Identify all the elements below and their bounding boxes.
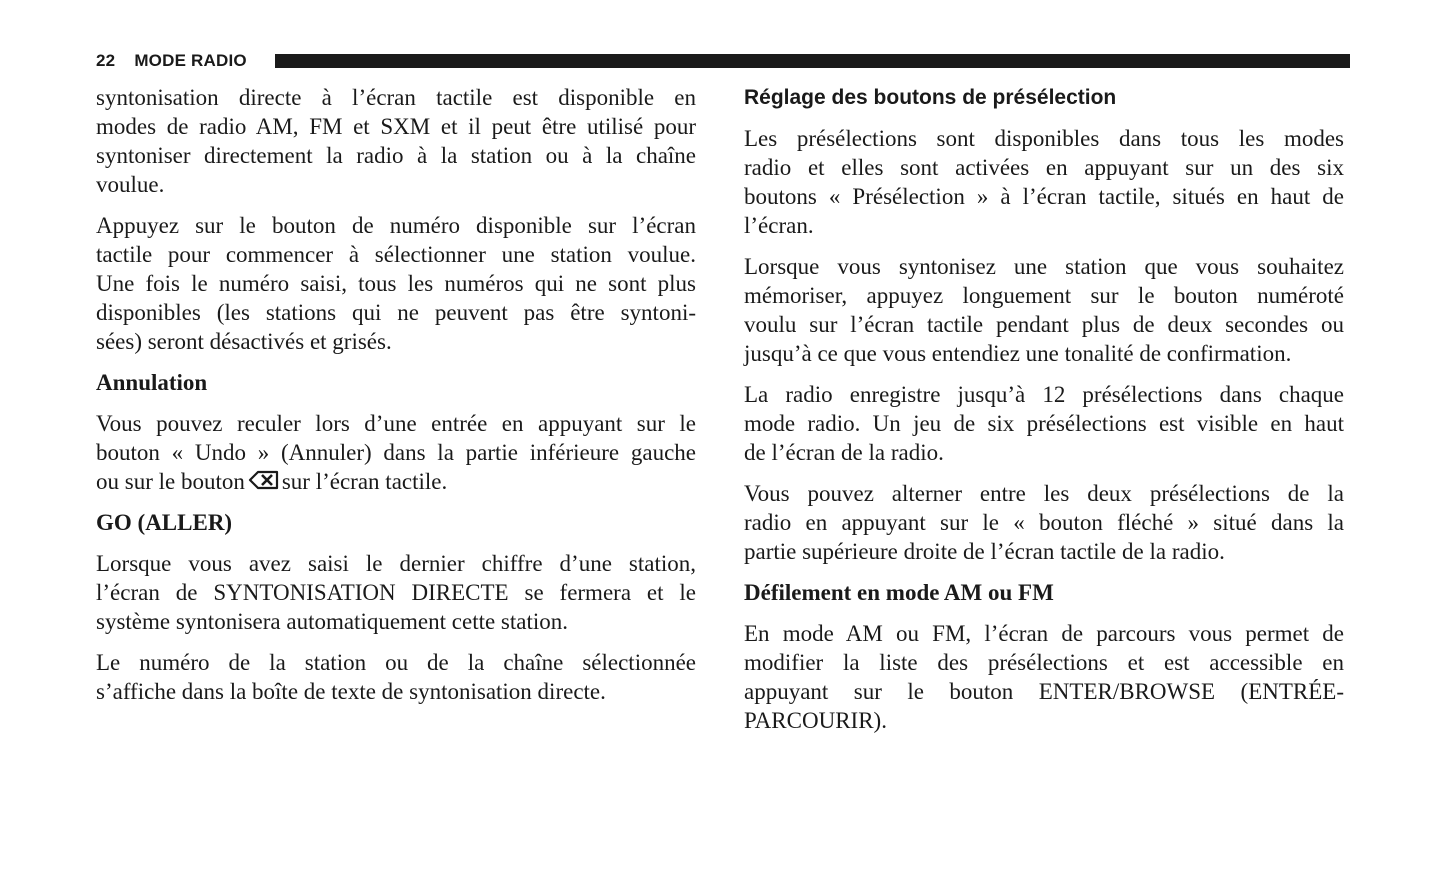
paragraph bbox=[96, 83, 696, 199]
text-line: Les présélections sont disponibles dans tous les modes bbox=[744, 126, 1344, 151]
header-rule bbox=[275, 54, 1350, 68]
text-line: s’affiche dans la boîte de texte de syntonisation directe. bbox=[96, 679, 606, 704]
left-column bbox=[96, 83, 696, 718]
section-heading: GO (ALLER) bbox=[96, 510, 233, 535]
text-line: l’écran de SYNTONISATION DIRECTE se fermera et le bbox=[96, 580, 696, 605]
section-heading: Réglage des boutons de présélection bbox=[744, 86, 1117, 109]
text-line-with-icon bbox=[96, 467, 696, 496]
backspace-icon bbox=[248, 468, 280, 497]
text-line: voulu sur l’écran tactile pendant plus de deux secondes ou bbox=[744, 312, 1344, 337]
paragraph bbox=[96, 648, 696, 706]
text-line: Lorsque vous syntonisez une station que vous souhaitez bbox=[744, 254, 1344, 279]
text-before-icon: ou sur le bouton bbox=[96, 469, 245, 494]
text-line: radio en appuyant sur le « bouton fléché » situé dans la bbox=[744, 510, 1344, 535]
text-line: Une fois le numéro saisi, tous les numéros qui ne sont plus bbox=[96, 271, 696, 296]
section-heading: Défilement en mode AM ou FM bbox=[744, 580, 1054, 605]
paragraph bbox=[744, 124, 1344, 240]
text-line: appuyant sur le bouton ENTER/BROWSE (ENTRÉE- bbox=[744, 679, 1344, 704]
text-line: modes de radio AM, FM et SXM et il peut être utilisé pour bbox=[96, 114, 696, 139]
text-line: système syntonisera automatiquement cette station. bbox=[96, 609, 569, 634]
paragraph bbox=[744, 252, 1344, 368]
text-line: l’écran. bbox=[744, 213, 814, 238]
text-line: sées) seront désactivés et grisés. bbox=[96, 329, 392, 354]
text-line: mémoriser, appuyez longuement sur le bouton numéroté bbox=[744, 283, 1344, 308]
text-line: voulue. bbox=[96, 172, 165, 197]
section-heading: Annulation bbox=[96, 370, 208, 395]
text-line: modifier la liste des présélections et est accessible en bbox=[744, 650, 1344, 675]
right-column bbox=[744, 83, 1344, 747]
paragraph bbox=[744, 479, 1344, 566]
text-line: mode radio. Un jeu de six présélections est visible en haut bbox=[744, 411, 1344, 436]
paragraph bbox=[744, 619, 1344, 735]
text-line: PARCOURIR). bbox=[744, 708, 887, 733]
text-line: Appuyez sur le bouton de numéro disponible sur l’écran bbox=[96, 213, 696, 238]
text-line: En mode AM ou FM, l’écran de parcours vous permet de bbox=[744, 621, 1344, 646]
paragraph bbox=[96, 549, 696, 636]
text-line: de l’écran de la radio. bbox=[744, 440, 944, 465]
page-header bbox=[96, 50, 247, 72]
text-line: partie supérieure droite de l’écran tactile de la radio. bbox=[744, 539, 1225, 564]
text-line: Vous pouvez reculer lors d’une entrée en appuyant sur le bbox=[96, 411, 696, 436]
text-line: boutons « Présélection » à l’écran tactile, situés en haut de bbox=[744, 184, 1344, 209]
text-line: radio et elles sont activées en appuyant sur un des six bbox=[744, 155, 1344, 180]
text-line: syntoniser directement la radio à la station ou à la chaîne bbox=[96, 143, 696, 168]
page-number: 22 bbox=[96, 51, 116, 70]
paragraph bbox=[744, 380, 1344, 467]
paragraph bbox=[96, 409, 696, 496]
paragraph bbox=[96, 211, 696, 356]
section-title: MODE RADIO bbox=[134, 51, 247, 70]
text-line: La radio enregistre jusqu’à 12 présélections dans chaque bbox=[744, 382, 1344, 407]
text-line: Vous pouvez alterner entre les deux présélections de la bbox=[744, 481, 1344, 506]
text-line: jusqu’à ce que vous entendiez une tonalité de confirmation. bbox=[744, 341, 1292, 366]
text-line: bouton « Undo » (Annuler) dans la partie inférieure gauche bbox=[96, 440, 696, 465]
text-line: syntonisation directe à l’écran tactile est disponible en bbox=[96, 85, 696, 110]
text-line: Le numéro de la station ou de la chaîne sélectionnée bbox=[96, 650, 696, 675]
text-after-icon: sur l’écran tactile. bbox=[281, 469, 448, 494]
text-line: tactile pour commencer à sélectionner une station voulue. bbox=[96, 242, 696, 267]
text-line: Lorsque vous avez saisi le dernier chiffre d’une station, bbox=[96, 551, 696, 576]
text-line: disponibles (les stations qui ne peuvent pas être syntoni- bbox=[96, 300, 696, 325]
